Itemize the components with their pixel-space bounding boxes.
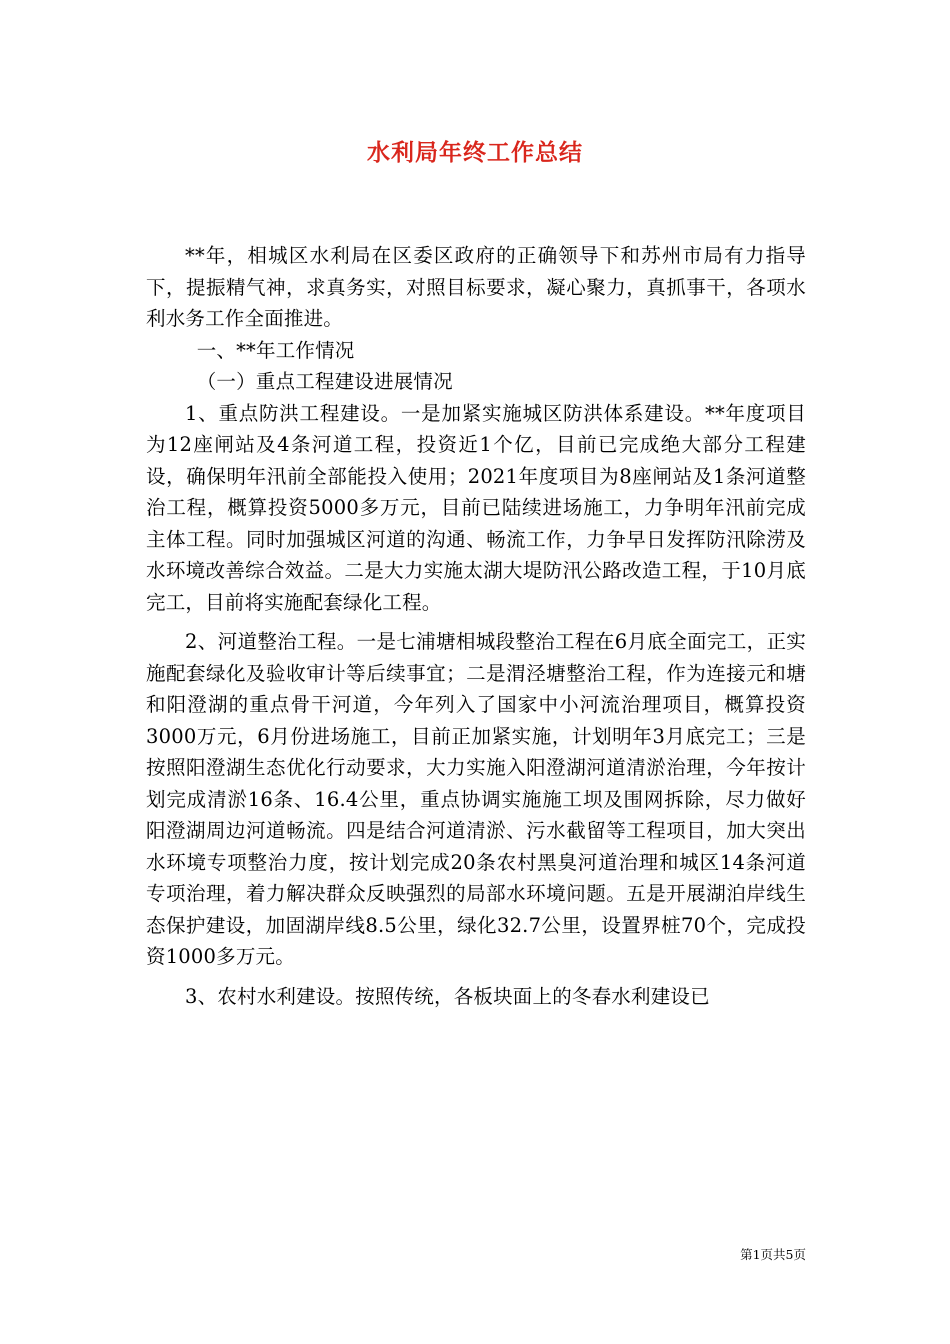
paragraph-flood-control: 1、重点防洪工程建设。一是加紧实施城区防洪体系建设。**年度项目为12座闸站及4条河道工程，投资近1个亿，目前已完成绝大部分工程建设，确保明年汛前全部能投入使用；2021年度项目为8座闸站及1条河道整治工程，概算投资5000多万元，目前已陆续进场施工，力争明年汛前完成主体工程。同时加强城区河道的沟通、畅流工作，力争早日发挥防汛除涝及水环境改善综合效益。二是大力实施太湖大堤防汛公路改造工程，于10月底完工，目前将实施配套绿化工程。 xyxy=(146,401,806,614)
page-number: 第1页共5页 xyxy=(740,1247,806,1262)
document-body xyxy=(146,240,806,1012)
subsection-heading-1: （一）重点工程建设进展情况 xyxy=(196,370,453,393)
paragraph-rural-water: 3、农村水利建设。按照传统，各板块面上的冬春水利建设已 xyxy=(185,984,710,1008)
intro-paragraph: **年，相城区水利局在区委区政府的正确领导下和苏州市局有力指导下，提振精气神，求真务实，对照目标要求，凝心聚力，真抓事干，各项水利水务工作全面推进。 xyxy=(146,244,806,330)
section-heading-1: 一、**年工作情况 xyxy=(196,338,355,362)
document-title: 水利局年终工作总结 xyxy=(367,139,583,166)
paragraph-river-improvement: 2、河道整治工程。一是七浦塘相城段整治工程在6月底全面完工，正实施配套绿化及验收审计等后续事宜；二是渭泾塘整治工程，作为连接元和塘和阳澄湖的重点骨干河道，今年列入了国家中小河流治理项目，概算投资3000万元，6月份进场施工，目前正加紧实施，计划明年3月底完工；三是按照阳澄湖生态优化行动要求，大力实施入阳澄湖河道清淤治理，今年按计划完成清淤16条、16.4公里，重点协调实施施工坝及围网拆除，尽力做好阳澄湖周边河道畅流。四是结合河道清淤、污水截留等工程项目，加大突出水环境专项整治力度，按计划完成20条农村黑臭河道治理和城区14条河道专项治理，着力解决群众反映强烈的局部水环境问题。五是开展湖泊岸线生态保护建设，加固湖岸线8.5公里，绿化32.7公里，设置界桩70个，完成投资1000多万元。 xyxy=(146,630,806,968)
